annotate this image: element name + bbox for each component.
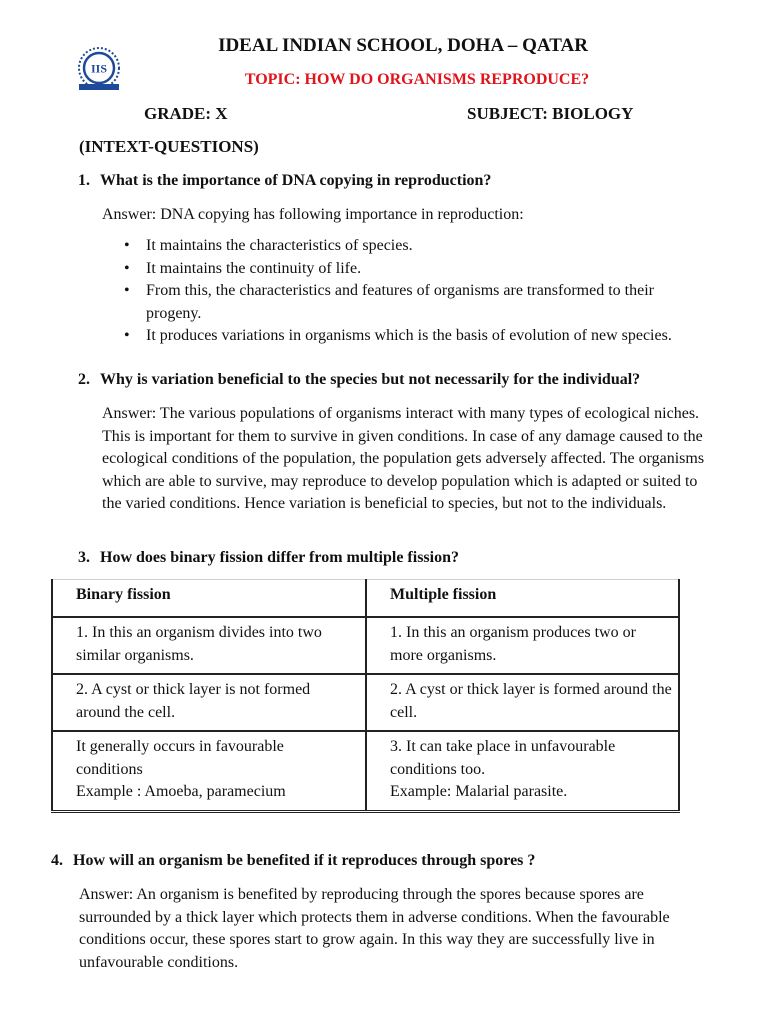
subject-label: SUBJECT: BIOLOGY [467, 104, 634, 123]
topic-title: TOPIC: HOW DO ORGANISMS REPRODUCE? [244, 71, 590, 88]
fission-comparison-table [51, 579, 680, 813]
question-1 [78, 172, 491, 190]
table-cell: 2. A cyst or thick layer is not formed around the cell. [52, 674, 366, 731]
table-cell-example: Example : Amoeba, paramecium [76, 783, 286, 800]
question-4-number: 4. [51, 852, 63, 869]
table-cell-text: 3. It can take place in unfavourable conditions too. [390, 738, 616, 778]
answer-1-bullets [122, 235, 712, 348]
question-3-text: How does binary fission differ from multiple fission? [100, 549, 459, 566]
question-2-text: Why is variation beneficial to the species but not necessarily for the individual? [100, 371, 641, 388]
table-row [52, 617, 679, 674]
question-3 [78, 549, 459, 567]
table-cell: 1. In this an organism produces two or more organisms. [366, 617, 679, 674]
logo-text: IIS [90, 61, 108, 76]
table-cell-example: Example: Malarial parasite. [390, 783, 568, 800]
grade-label: GRADE: X [144, 104, 228, 123]
bullet-item: • It produces variations in organisms which is the basis of evolution of new species. [122, 325, 712, 348]
table-row [52, 731, 679, 811]
table-header-row [52, 580, 679, 618]
bullet-item: • It maintains the characteristics of species. [122, 235, 712, 258]
answer-4: Answer: An organism is benefited by reproducing through the spores because spores are surrounded by a thick layer which protects them in adverse conditions. When the favourable conditions occur, these spores start to grow again. In this way they are successfully live in unfavourable conditions. [79, 886, 670, 971]
question-1-text: What is the importance of DNA copying in reproduction? [100, 172, 492, 189]
table-cell: 2. A cyst or thick layer is formed around the cell. [366, 674, 679, 731]
question-4-text: How will an organism be benefited if it reproduces through spores ? [73, 852, 536, 869]
school-name: IDEAL INDIAN SCHOOL, DOHA – QATAR [218, 35, 588, 56]
table-cell [52, 731, 366, 811]
table-cell-text: It generally occurs in favourable conditions [76, 738, 284, 778]
bullet-item: • It maintains the continuity of life. [122, 258, 712, 281]
question-3-number: 3. [78, 549, 90, 566]
question-4 [51, 852, 535, 870]
answer-2: Answer: The various populations of organisms interact with many types of ecological niches. This is important for them to survive in given conditions. In case of any damage caused to the ecological conditions of the population, the population gets adversely affected. The organisms which are able to survive, may reproduce to develop population which is adapted or suited to the varied conditions. Hence variation is beneficial to species, but not to the individuals. [102, 405, 705, 512]
section-heading: (INTEXT-QUESTIONS) [79, 137, 259, 156]
bullet-item: • From this, the characteristics and features of organisms are transformed to their progeny. [122, 280, 712, 325]
answer-1-intro: Answer: DNA copying has following importance in reproduction: [102, 206, 524, 223]
question-2 [78, 371, 640, 389]
question-2-number: 2. [78, 371, 90, 388]
table-cell [366, 731, 679, 811]
table-header-cell: Multiple fission [366, 580, 679, 618]
table-cell: 1. In this an organism divides into two similar organisms. [52, 617, 366, 674]
question-1-number: 1. [78, 172, 90, 189]
table-row [52, 674, 679, 731]
table-header-cell: Binary fission [52, 580, 366, 618]
